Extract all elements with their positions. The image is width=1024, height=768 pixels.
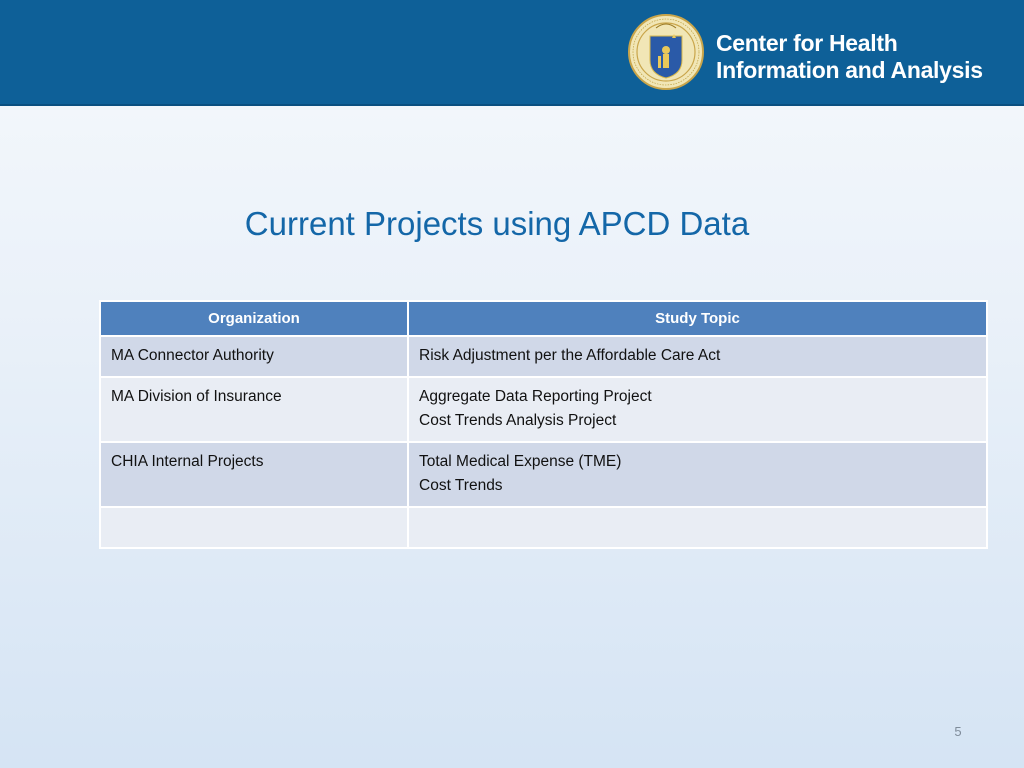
organization-cell: MA Division of Insurance xyxy=(100,377,408,442)
organization-cell xyxy=(100,507,408,548)
table-row xyxy=(100,442,987,507)
projects-table xyxy=(99,300,988,549)
organization-name-line1: Center for Health xyxy=(716,30,898,56)
study-topic-line: Aggregate Data Reporting Project xyxy=(419,388,652,405)
organization-cell: CHIA Internal Projects xyxy=(100,442,408,507)
study-topic-cell xyxy=(408,507,987,548)
study-topic-cell xyxy=(408,442,987,507)
table-row xyxy=(100,336,987,377)
massachusetts-seal-icon xyxy=(628,14,704,90)
table-row-empty xyxy=(100,507,987,548)
organization-name xyxy=(716,30,983,84)
column-header-organization: Organization xyxy=(100,301,408,336)
column-header-study-topic: Study Topic xyxy=(408,301,987,336)
study-topic-line: Cost Trends Analysis Project xyxy=(419,412,617,429)
table-header-row xyxy=(100,301,987,336)
table-row xyxy=(100,377,987,442)
study-topic-line: Total Medical Expense (TME) xyxy=(419,453,622,470)
organization-cell: MA Connector Authority xyxy=(100,336,408,377)
header-bar xyxy=(0,0,1024,106)
organization-name-line2: Information and Analysis xyxy=(716,57,983,83)
study-topic-cell xyxy=(408,377,987,442)
study-topic-line: Risk Adjustment per the Affordable Care Act xyxy=(419,347,721,364)
slide-title: Current Projects using APCD Data xyxy=(244,205,750,242)
study-topic-cell xyxy=(408,336,987,377)
study-topic-line: Cost Trends xyxy=(419,477,503,494)
slide-number: 5 xyxy=(954,724,962,739)
